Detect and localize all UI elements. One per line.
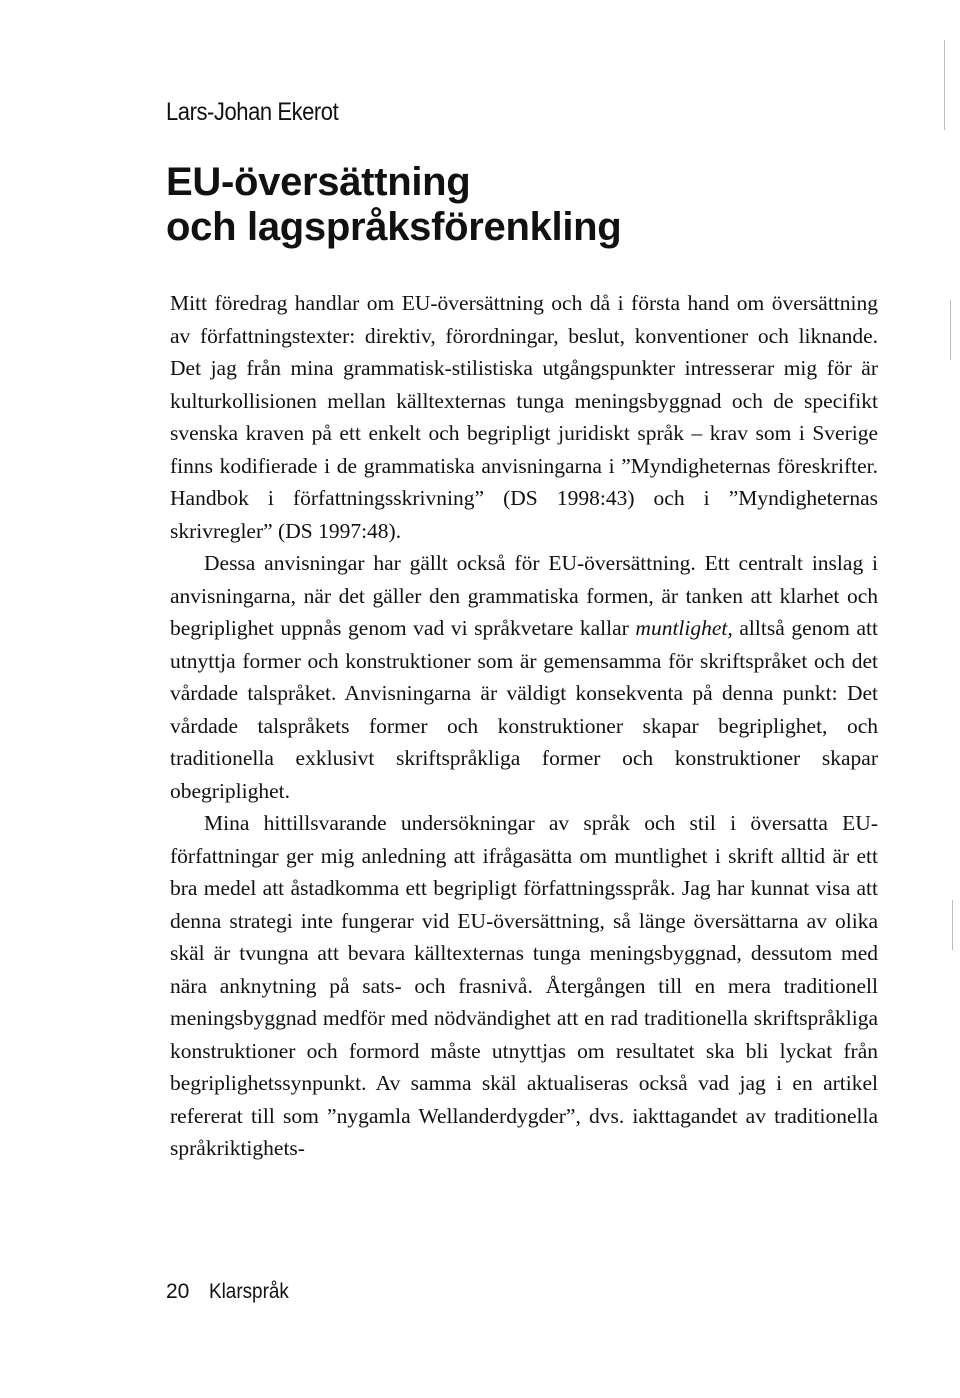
article-body <box>170 287 878 1165</box>
title-line-1: EU-översättning <box>166 160 471 204</box>
scan-edge-mark <box>944 40 945 130</box>
paragraph-2-emphasis: muntlighet, <box>635 616 733 640</box>
title-line-2: och lagspråksförenkling <box>166 205 622 249</box>
page-number: 20 <box>166 1280 190 1303</box>
paragraph-2-text-start: Dessa anvisningar har gällt också för EU-översättning. Ett centralt inslag i anvisningarna, när det gäller den grammatiska formen, är tanken att klarhet och begriplighet uppnås genom vad vi språkvetare kallar <box>170 551 878 640</box>
journal-name: Klarspråk <box>209 1280 290 1303</box>
author-name: Lars-Johan Ekerot <box>166 98 339 126</box>
scan-edge-mark <box>950 300 951 360</box>
paragraph-2-text-end: alltså genom att utnyttja former och konstruktioner som är gemensamma för skriftspråket och det vårdade talspråket. Anvisningarna är väldigt konsekventa på denna punkt: Det vårdade talspråkets former och konstruktioner skapar begriplighet, och traditionella exklusivt skriftspråkliga former och konstruktioner skapar obegriplighet. <box>170 616 878 803</box>
paragraph-2 <box>170 547 878 807</box>
scan-edge-mark <box>952 900 953 950</box>
paragraph-3 <box>170 807 878 1165</box>
paragraph-3-text: Mina hittillsvarande undersökningar av språk och stil i översatta EU-författningar ger mig anledning att ifrågasätta om muntlighet i skrift alltid är ett bra medel att åstadkomma ett begripligt författningsspråk. Jag har kunnat visa att denna strategi inte fungerar vid EU-översättning, så länge översättarna av olika skäl är tvungna att bevara källtexternas tunga meningsbyggnad, dessutom med nära anknytning på sats- och frasnivå. Återgången till en mera traditionell meningsbyggnad medför med nödvändighet att en rad traditionella skriftspråkliga konstruktioner och formord måste utnyttjas om resultatet ska bli lyckat från begriplighetssynpunkt. Av samma skäl aktualiseras också vad jag i en artikel refererat till som ”nygamla Wellanderdygder”, dvs. iakttagandet av traditionella språkriktighets- <box>170 811 878 1160</box>
paragraph-1-text: Mitt föredrag handlar om EU-översättning och då i första hand om översättning av författningstexter: direktiv, förordningar, beslut, konventioner och liknande. Det jag från mina grammatisk-stilistiska utgångspunkter intresserar mig för är kulturkollisionen mellan källtexternas tunga meningsbyggnad och de specifikt svenska kraven på ett enkelt och begripligt juridiskt språk – krav som i Sverige finns kodifierade i de grammatiska anvisningarna i ”Myndigheternas föreskrifter. Handbok i författningsskrivning” (DS 1998:43) och i ”Myndigheternas skrivregler” (DS 1997:48). <box>170 291 878 543</box>
article-title <box>166 160 621 250</box>
paragraph-1 <box>170 287 878 547</box>
page-footer <box>166 1280 298 1304</box>
